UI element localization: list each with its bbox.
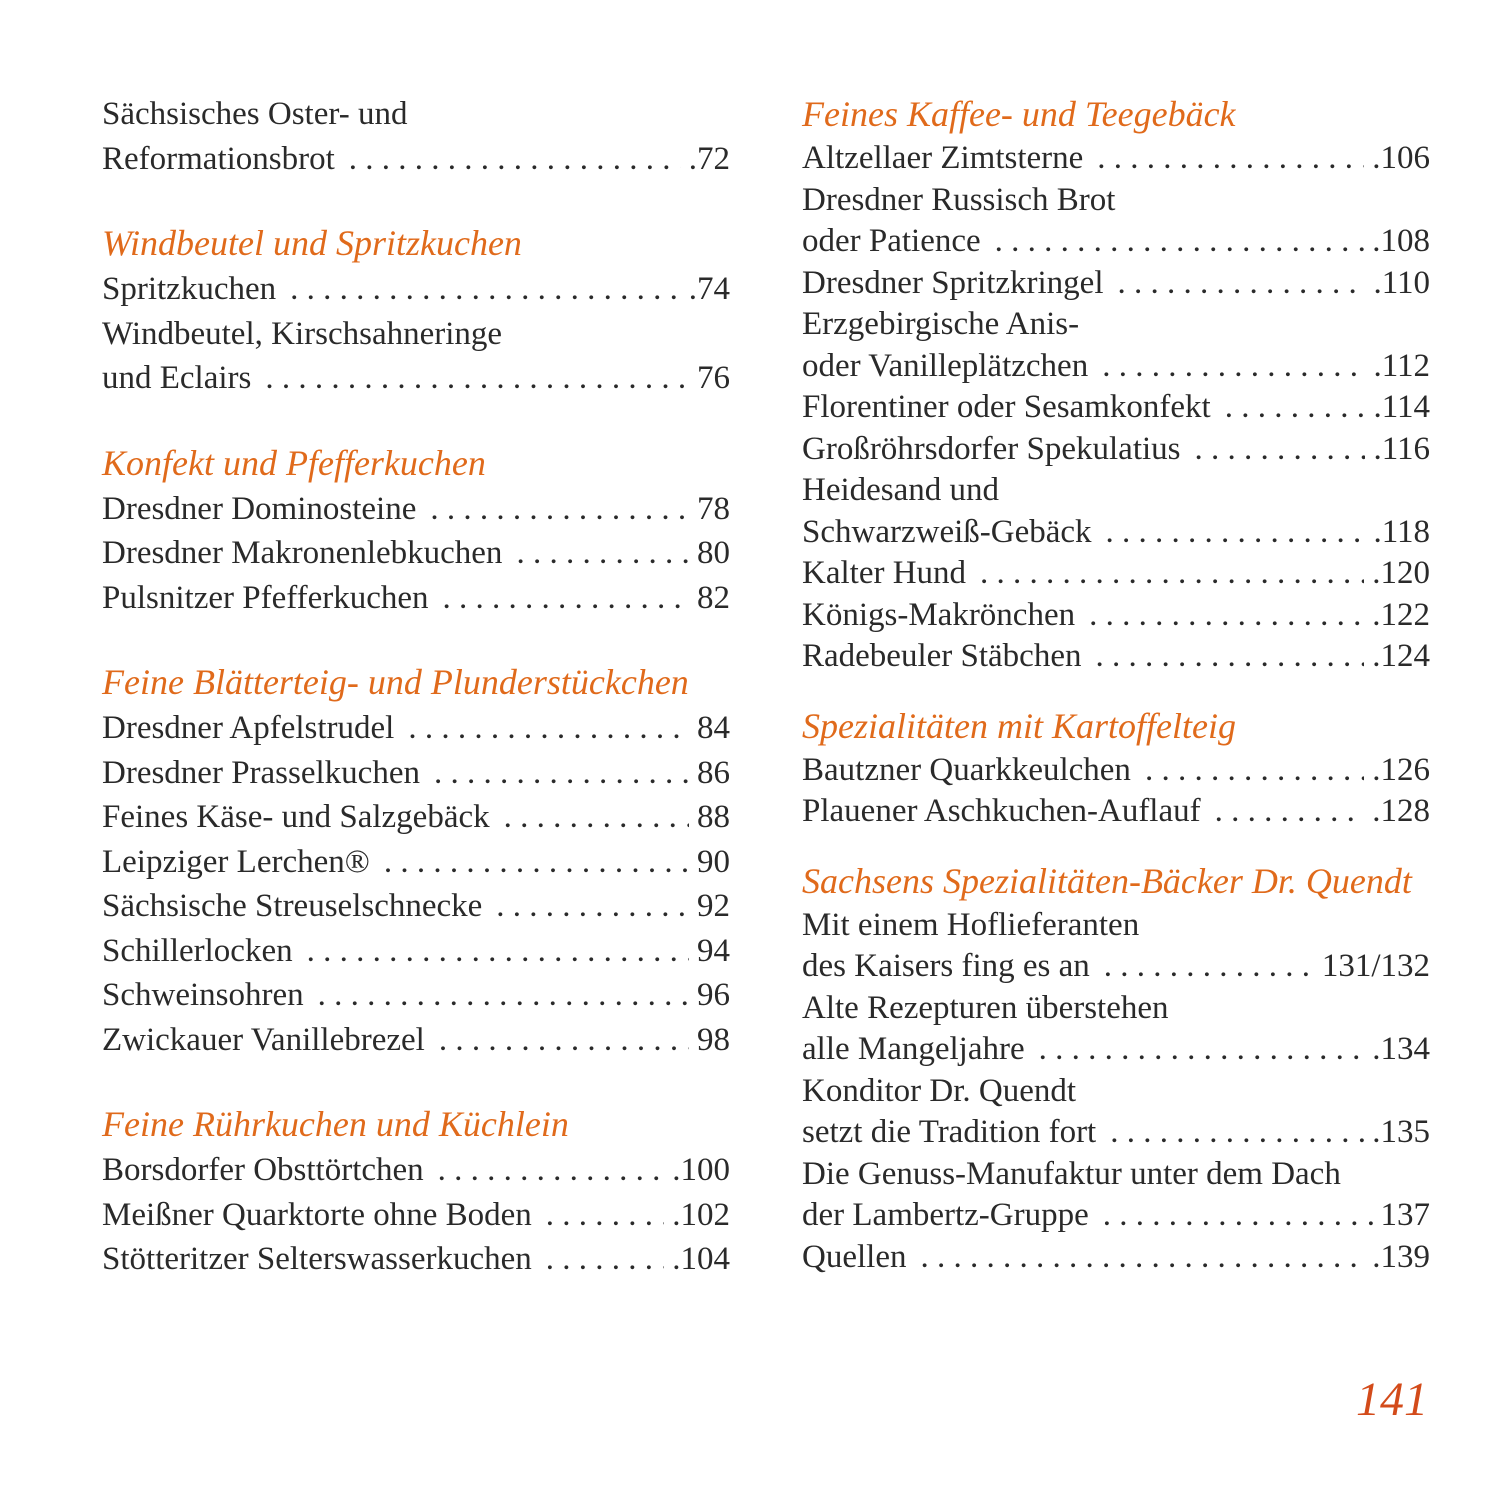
entry-title: Dresdner Spritzkringel (802, 264, 1104, 301)
entry-line (802, 138, 1430, 180)
entry-line (802, 750, 1430, 792)
entry-page-number: .104 (672, 1241, 730, 1277)
entry-line (102, 531, 730, 576)
toc-entry (802, 1071, 1430, 1154)
entry-line (802, 1195, 1430, 1237)
entry-line (102, 706, 730, 751)
dot-leader (995, 221, 1365, 263)
entry-line (102, 487, 730, 532)
entry-page-number: 137 (1380, 1197, 1430, 1233)
entry-page-number: 76 (697, 360, 730, 396)
section-heading: Feine Rührkuchen und Küchlein (102, 1104, 569, 1144)
entry-page-number: .106 (1372, 140, 1430, 176)
toc-entry (802, 636, 1430, 678)
section-heading: Konfekt und Pfefferkuchen (102, 442, 486, 483)
toc-entry (102, 751, 730, 796)
toc-entry (802, 905, 1430, 988)
entry-title: Kalter Hund (802, 555, 967, 591)
entry-line (802, 595, 1430, 637)
entry-line (802, 1112, 1430, 1154)
entry-line (102, 884, 730, 929)
toc-section (102, 92, 730, 181)
entry-title: Königs-Makrönchen (802, 596, 1076, 633)
entry-line (102, 576, 730, 621)
entry-title: Zwickauer Vanillebrezel (102, 1021, 425, 1058)
dot-leader (1110, 1112, 1364, 1154)
entry-page-number: 131/132 (1321, 948, 1430, 984)
toc-entry (802, 1237, 1430, 1279)
toc-entry (102, 92, 730, 181)
toc-section (802, 92, 1430, 678)
entry-page-number: .102 (672, 1196, 730, 1233)
entry-page-number: 86 (697, 754, 730, 791)
entry-title: Pulsnitzer Pfefferkuchen (102, 579, 429, 616)
toc-section (802, 859, 1430, 1279)
entry-page-number: .135 (1372, 1114, 1430, 1150)
entry-title-line: Heidesand und (802, 472, 1000, 508)
section-heading: Feine Blätterteig- und Plunderstückchen (102, 662, 689, 702)
dot-leader (408, 706, 689, 751)
entry-title: setzt die Tradition fort (802, 1114, 1097, 1150)
toc-left-column (102, 92, 730, 1322)
dot-leader (920, 1237, 1364, 1279)
toc-entry (102, 531, 730, 576)
dot-leader (1118, 263, 1366, 305)
dot-leader (1089, 595, 1364, 637)
dot-leader (349, 137, 681, 182)
toc-entry (102, 1148, 730, 1193)
entry-line (102, 929, 730, 974)
toc-entry (102, 576, 730, 621)
entry-title: Dresdner Apfelstrudel (102, 710, 395, 746)
entry-title: der Lambertz-Gruppe (802, 1197, 1089, 1233)
entry-title: des Kaisers fing es an (802, 948, 1090, 984)
dot-leader (439, 1018, 689, 1063)
toc-entry (802, 180, 1430, 263)
entry-line (802, 429, 1430, 471)
entry-page-number: .74 (688, 271, 730, 307)
toc-entry (102, 884, 730, 929)
toc-section (802, 704, 1430, 833)
dot-leader (1225, 387, 1366, 429)
toc-entry (802, 470, 1430, 553)
entry-title: Stötteritzer Selterswasserkuchen (102, 1241, 532, 1277)
toc-entry (102, 487, 730, 532)
entry-page-number: 84 (697, 710, 730, 746)
dot-leader (318, 973, 689, 1018)
entry-title: Dresdner Prasselkuchen (102, 754, 420, 791)
toc-entry (102, 1193, 730, 1238)
dot-leader (307, 929, 689, 974)
entry-page-number: .72 (688, 140, 730, 177)
entry-line (802, 512, 1430, 554)
entry-title: alle Mangeljahre (802, 1031, 1025, 1067)
entry-line (102, 137, 730, 182)
entry-title-line: Erzgebirgische Anis- (802, 306, 1080, 342)
entry-title-line: Dresdner Russisch Brot (802, 181, 1116, 218)
entry-title: Meißner Quarktorte ohne Boden (102, 1196, 532, 1233)
entry-title-line: Sächsisches Oster- und (102, 96, 408, 132)
toc-entry (802, 750, 1430, 792)
section-heading: Windbeutel und Spritzkuchen (102, 223, 522, 263)
entry-page-number: .110 (1373, 264, 1430, 301)
dot-leader (1103, 1195, 1373, 1237)
toc-entry (102, 1237, 730, 1282)
dot-leader (1195, 429, 1366, 471)
entry-line (802, 636, 1430, 678)
entry-title: oder Vanilleplätzchen (802, 347, 1089, 384)
entry-title-line: Konditor Dr. Quendt (802, 1072, 1077, 1109)
entry-page-number: 88 (697, 799, 730, 835)
entry-page-number: 90 (697, 843, 730, 880)
entry-title: Quellen (802, 1238, 907, 1275)
entry-line (102, 795, 730, 840)
entry-title: Bautzner Quarkkeulchen (802, 751, 1131, 788)
dot-leader (1145, 750, 1364, 792)
dot-leader (265, 356, 689, 401)
toc-section (102, 660, 730, 1062)
dot-leader (1095, 636, 1364, 678)
entry-title: Florentiner oder Sesamkonfekt (802, 389, 1211, 425)
toc-entry (802, 387, 1430, 429)
toc-entry (102, 840, 730, 885)
entry-line (102, 1018, 730, 1063)
entry-title: Borsdorfer Obsttörtchen (102, 1152, 424, 1188)
dot-leader (546, 1237, 664, 1282)
toc-entry (102, 795, 730, 840)
entry-title: Sächsische Streuselschnecke (102, 888, 483, 924)
entry-title: Reformationsbrot (102, 140, 335, 177)
toc-section (102, 1102, 730, 1282)
section-heading: Spezialitäten mit Kartoffelteig (802, 705, 1236, 746)
toc-entry (802, 138, 1430, 180)
entry-title-line: Die Genuss-Manufaktur unter dem Dach (802, 1155, 1341, 1192)
toc-entry (802, 595, 1430, 637)
dot-leader (1215, 791, 1365, 833)
dot-leader (438, 1148, 665, 1193)
entry-page-number: .118 (1373, 513, 1430, 550)
entry-page-number: .122 (1372, 596, 1430, 633)
dot-leader (496, 884, 689, 929)
toc-entry (802, 988, 1430, 1071)
entry-page-number: 78 (697, 490, 730, 527)
entry-page-number: .120 (1372, 555, 1430, 591)
entry-page-number: .116 (1373, 430, 1430, 467)
toc-entry (802, 1154, 1430, 1237)
toc-entry (102, 1018, 730, 1063)
dot-leader (1106, 512, 1366, 554)
entry-line (802, 1237, 1430, 1279)
dot-leader (443, 576, 689, 621)
toc-section (102, 221, 730, 401)
entry-title: Spritzkuchen (102, 271, 277, 307)
entry-page-number: 96 (697, 977, 730, 1013)
entry-title: Dresdner Dominosteine (102, 490, 417, 527)
dot-leader (1039, 1029, 1365, 1071)
entry-line (102, 973, 730, 1018)
dot-leader (1104, 946, 1314, 988)
entry-title: Schwarzweiß-Gebäck (802, 513, 1092, 550)
entry-title: Radebeuler Stäbchen (802, 638, 1082, 674)
toc-entry (102, 929, 730, 974)
toc-entry (102, 267, 730, 312)
dot-leader (1097, 138, 1364, 180)
dot-leader (1102, 346, 1365, 388)
entry-title: Altzellaer Zimtsterne (802, 140, 1084, 176)
entry-line (102, 751, 730, 796)
entry-page-number: .108 (1372, 223, 1430, 259)
entry-page-number: .126 (1372, 751, 1430, 788)
entry-line (102, 840, 730, 885)
toc-entry (102, 312, 730, 401)
entry-line (802, 1029, 1430, 1071)
entry-line (802, 263, 1430, 305)
entry-page-number: 98 (697, 1021, 730, 1058)
entry-line (802, 387, 1430, 429)
entry-title: oder Patience (802, 223, 981, 259)
entry-page-number: .114 (1373, 389, 1430, 425)
entry-page-number: .124 (1372, 638, 1430, 674)
entry-title-line: Windbeutel, Kirschsahneringe (102, 315, 503, 352)
dot-leader (516, 531, 689, 576)
entry-line (802, 791, 1430, 833)
entry-line (802, 553, 1430, 595)
entry-line (102, 1237, 730, 1282)
entry-page-number: .128 (1372, 793, 1430, 829)
entry-title: und Eclairs (102, 360, 252, 396)
entry-page-number: .139 (1372, 1238, 1430, 1275)
entry-title: Großröhrsdorfer Spekulatius (802, 430, 1181, 467)
entry-title: Leipziger Lerchen® (102, 843, 370, 880)
entry-title: Schillerlocken (102, 932, 293, 969)
entry-line (802, 221, 1430, 263)
entry-line (102, 356, 730, 401)
entry-title: Plauener Aschkuchen-Auflauf (802, 793, 1201, 829)
entry-page-number: 80 (697, 535, 730, 571)
dot-leader (384, 840, 689, 885)
entry-title-line: Mit einem Hoflieferanten (802, 906, 1140, 943)
toc-entry (802, 263, 1430, 305)
page-number: 141 (1356, 1373, 1428, 1426)
dot-leader (504, 795, 689, 840)
toc-entry (102, 706, 730, 751)
entry-page-number: 94 (697, 932, 730, 969)
dot-leader (434, 751, 689, 796)
entry-title-line: Alte Rezepturen überstehen (802, 989, 1169, 1026)
toc-entry (802, 429, 1430, 471)
entry-line (102, 1193, 730, 1238)
dot-leader (546, 1193, 664, 1238)
toc-section (102, 441, 730, 621)
dot-leader (430, 487, 689, 532)
entry-line (802, 946, 1430, 988)
entry-title: Schweinsohren (102, 977, 304, 1013)
entry-line (802, 346, 1430, 388)
entry-page-number: 92 (697, 888, 730, 924)
toc-entry (102, 973, 730, 1018)
toc-entry (802, 791, 1430, 833)
toc-entry (802, 553, 1430, 595)
entry-title: Feines Käse- und Salzgebäck (102, 799, 490, 835)
entry-page-number: .100 (672, 1152, 730, 1188)
dot-leader (290, 267, 681, 312)
entry-title: Dresdner Makronenlebkuchen (102, 535, 503, 571)
entry-page-number: 82 (697, 579, 730, 616)
entry-line (102, 267, 730, 312)
toc-right-column (802, 92, 1430, 1304)
toc-entry (802, 304, 1430, 387)
entry-page-number: .112 (1373, 347, 1430, 384)
section-heading: Feines Kaffee- und Teegebäck (802, 94, 1236, 134)
entry-page-number: .134 (1372, 1031, 1430, 1067)
section-heading: Sachsens Spezialitäten-Bäcker Dr. Quendt (802, 860, 1412, 901)
entry-line (102, 1148, 730, 1193)
dot-leader (980, 553, 1364, 595)
